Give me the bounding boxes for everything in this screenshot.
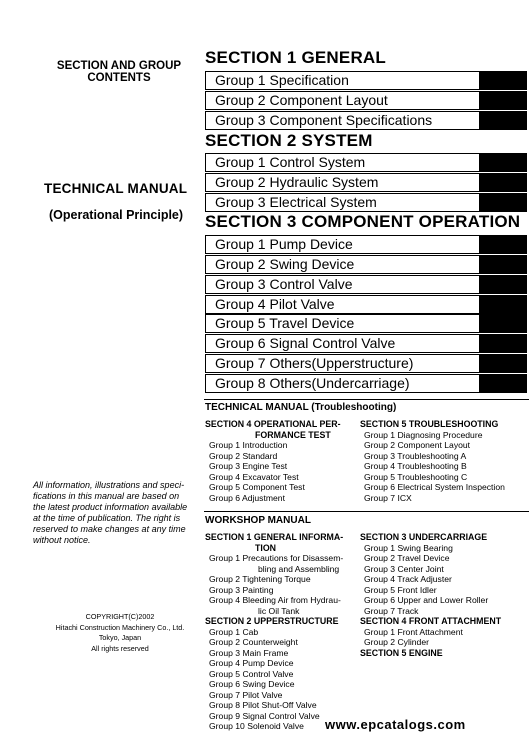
contents-heading (44, 60, 194, 84)
index-tab (479, 255, 526, 274)
list-item: Group 4 Bleeding Air from Hydrau- (209, 595, 341, 605)
index-tab (479, 374, 526, 393)
list-item: Group 3 Painting (209, 584, 274, 595)
ws-left-column (205, 532, 360, 732)
list-item: Group 7 Pilot Valve (209, 689, 283, 700)
section-3-group-5[interactable] (205, 314, 527, 333)
list-item: Group 1 Introduction (209, 440, 288, 450)
section-3-group-7[interactable] (205, 354, 527, 373)
section-3-group-4[interactable] (205, 295, 527, 314)
section-2-title: SECTION 2 SYSTEM (205, 131, 373, 150)
notice-line: fications in this manual are based on (33, 491, 180, 501)
notice-line: without notice. (33, 535, 91, 545)
watermark: www.epcatalogs.com (325, 717, 466, 732)
list-item: Group 5 Troubleshooting C (364, 471, 468, 482)
list-item: Group 1 Front Attachment (364, 626, 463, 637)
section-1-group-3[interactable] (205, 111, 527, 130)
section-3-group-2[interactable] (205, 255, 527, 274)
section-2-group-3[interactable] (205, 193, 527, 212)
notice-text (33, 480, 199, 546)
index-tab (479, 111, 526, 130)
group-label: Group 2 Swing Device (215, 256, 355, 272)
ws-s3-title: SECTION 3 UNDERCARRIAGE (360, 532, 488, 542)
manual-subtitle: (Operational Principle) (49, 208, 184, 222)
index-tab (479, 235, 526, 254)
ws-s4-title: SECTION 4 FRONT ATTACHMENT (360, 616, 502, 626)
index-tab (479, 173, 526, 192)
list-item: Group 4 Pump Device (209, 658, 294, 668)
section-2-group-2[interactable] (205, 173, 527, 192)
copyright-line: Hitachi Construction Machinery Co., Ltd. (55, 622, 185, 632)
group-label: Group 8 Others(Undercarriage) (215, 375, 410, 391)
group-label: Group 3 Control Valve (215, 276, 353, 292)
list-item: Group 3 Center Joint (364, 563, 444, 574)
list-item: Group 2 Component Layout (364, 440, 471, 450)
group-label: Group 7 Others(Upperstructure) (215, 355, 414, 371)
group-label: Group 1 Pump Device (215, 236, 353, 252)
copyright-line: Tokyo, Japan (98, 633, 142, 642)
group-label: Group 5 Travel Device (215, 315, 355, 331)
group-label: Group 1 Specification (215, 72, 349, 88)
list-item: Group 4 Track Adjuster (364, 574, 452, 584)
list-item: Group 10 Solenoid Valve (209, 721, 304, 731)
ts-s4-title: SECTION 4 OPERATIONAL PER- (205, 419, 341, 429)
section-3-group-6[interactable] (205, 334, 527, 353)
section-3-group-1[interactable] (205, 235, 527, 254)
list-item: Group 2 Counterweight (209, 637, 298, 647)
contents-heading-line1: SECTION AND GROUP (56, 60, 182, 72)
copyright-line: All rights reserved (91, 643, 149, 653)
list-item: Group 2 Tightening Torque (209, 574, 311, 584)
list-item: Group 4 Excavator Test (209, 471, 299, 482)
list-item: Group 3 Main Frame (209, 647, 289, 658)
index-tab (479, 91, 526, 110)
ts-section-5 (360, 419, 528, 503)
list-item: Group 6 Adjustment (209, 492, 285, 503)
list-item: Group 7 Track (364, 605, 419, 616)
list-item: Group 1 Swing Bearing (364, 542, 453, 553)
list-item: Group 2 Standard (209, 450, 278, 461)
notice-line: reserved to make changes at any time (33, 524, 186, 534)
index-tab (479, 153, 526, 172)
section-3-group-8[interactable] (205, 374, 527, 393)
ts-s5-title: SECTION 5 TROUBLESHOOTING (360, 419, 499, 429)
index-tab (479, 295, 526, 314)
list-item: Group 6 Upper and Lower Roller (364, 595, 489, 605)
index-tab (479, 275, 526, 294)
list-item: Group 8 Pilot Shut-Off Valve (209, 700, 317, 710)
list-item: Group 3 Troubleshooting A (364, 450, 467, 461)
list-item: Group 7 ICX (364, 492, 412, 503)
list-item: Group 5 Control Valve (209, 668, 294, 679)
section-3-group-3[interactable] (205, 275, 527, 294)
list-item: lic Oil Tank (258, 605, 300, 616)
notice-line: the latest product information available (33, 502, 188, 512)
list-item: Group 3 Engine Test (209, 461, 288, 471)
manual-title: TECHNICAL MANUAL (44, 181, 188, 196)
group-label: Group 6 Signal Control Valve (215, 335, 396, 351)
index-tab (479, 334, 526, 353)
list-item: Group 6 Electrical System Inspection (364, 482, 505, 492)
list-item: Group 2 Travel Device (364, 553, 450, 563)
list-item: Group 1 Cab (209, 626, 259, 637)
group-label: Group 3 Electrical System (215, 194, 377, 210)
list-item: Group 6 Swing Device (209, 679, 295, 689)
group-label: Group 2 Component Layout (215, 92, 388, 108)
section-2-group-1[interactable] (205, 153, 527, 172)
section-1-title: SECTION 1 GENERAL (205, 48, 386, 67)
divider (204, 399, 529, 400)
group-label: Group 4 Pilot Valve (215, 296, 335, 312)
ws-right-column (360, 532, 528, 658)
list-item: bling and Assembling (258, 563, 340, 574)
index-tab (479, 354, 526, 373)
index-tab (479, 71, 526, 90)
ws-s2-title: SECTION 2 UPPERSTRUCTURE (205, 616, 339, 626)
notice-line: at the time of publication. The right is (33, 513, 181, 523)
list-item: Group 1 Diagnosing Procedure (364, 429, 483, 440)
section-1-group-1[interactable] (205, 71, 527, 90)
section-1-group-2[interactable] (205, 91, 527, 110)
notice-line: All information, illustrations and speci- (33, 480, 185, 490)
list-item: Group 2 Cylinder (364, 637, 429, 647)
ts-section-4 (205, 419, 360, 503)
group-label: Group 2 Hydraulic System (215, 174, 379, 190)
copyright-block (40, 612, 200, 654)
ws-s1-title: SECTION 1 GENERAL INFORMA- (205, 532, 344, 542)
list-item: Group 9 Signal Control Valve (209, 710, 320, 721)
ts-s4-title-cont: FORMANCE TEST (255, 429, 331, 440)
copyright-line: COPYRIGHT(C)2002 (85, 612, 155, 621)
index-tab (479, 314, 526, 333)
list-item: Group 5 Component Test (209, 482, 305, 492)
index-tab (479, 193, 526, 212)
contents-heading-line2: CONTENTS (87, 72, 151, 84)
list-item: Group 5 Front Idler (364, 584, 437, 595)
ws-s1-title-cont: TION (255, 542, 277, 553)
workshop-title: WORKSHOP MANUAL (205, 515, 311, 526)
section-3-title: SECTION 3 COMPONENT OPERATION (205, 212, 521, 231)
group-label: Group 3 Component Specifications (215, 112, 433, 128)
list-item: Group 1 Precautions for Disassem- (209, 553, 344, 563)
ws-s5-title: SECTION 5 ENGINE (360, 647, 443, 658)
troubleshooting-title: TECHNICAL MANUAL (Troubleshooting) (205, 402, 397, 413)
divider (204, 511, 529, 512)
group-label: Group 1 Control System (215, 154, 366, 170)
list-item: Group 4 Troubleshooting B (364, 461, 467, 471)
